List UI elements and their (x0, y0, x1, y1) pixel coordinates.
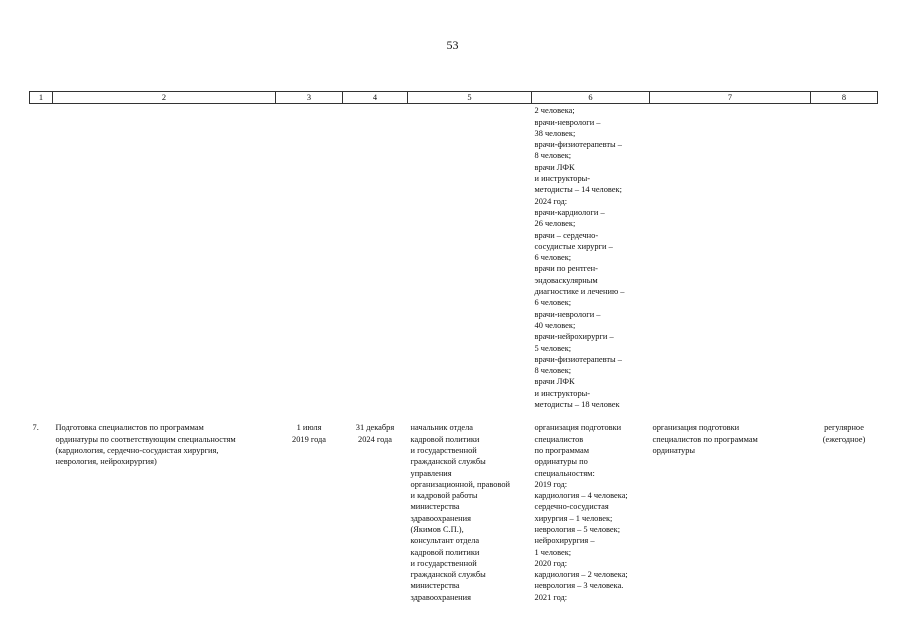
header-col-5: 5 (408, 92, 532, 104)
text-line: организация подготовки (652, 423, 740, 433)
cont-cell-3 (276, 104, 343, 411)
text-line: врачи по рентген- (534, 264, 598, 274)
indicator-cell (650, 410, 811, 603)
text-line: диагностике и лечению – (534, 287, 625, 297)
text-line: регулярное (824, 423, 864, 433)
text-line: неврология, нейрохирургия) (55, 457, 157, 467)
text-line: врачи-физиотерапевты – (534, 140, 622, 150)
text-line: методисты – 18 человек (534, 400, 620, 410)
text-line: 6 человек; (534, 253, 572, 263)
text-line: кардиология – 4 человека; (534, 491, 628, 501)
text-line: неврология – 3 человека. (534, 581, 624, 591)
text-line: гражданской службы (410, 457, 486, 467)
cont-cell-7 (650, 104, 811, 411)
cont-result-cell (532, 104, 650, 411)
text-line: здравоохранения (410, 592, 471, 602)
text-line: 2019 год: (534, 479, 568, 489)
text-line: и инструкторы- (534, 174, 591, 184)
text-line: врачи – сердечно- (534, 230, 599, 240)
text-line: по программам (534, 445, 590, 455)
cont-cell-1 (30, 104, 53, 411)
text-line: и инструкторы- (534, 388, 591, 398)
text-line: управления (410, 468, 452, 478)
text-line: 2020 год: (534, 558, 568, 568)
text-line: кардиология – 2 человека; (534, 570, 628, 580)
text-line: Подготовка специалистов по программам (55, 423, 204, 433)
text-line: 5 человек; (534, 343, 572, 353)
text-line: методисты – 14 человек; (534, 185, 622, 195)
text-line: врачи-физиотерапевты – (534, 354, 622, 364)
cont-cell-2 (53, 104, 276, 411)
header-col-3: 3 (276, 92, 343, 104)
text-line: специальностям: (534, 468, 595, 478)
text-line: 40 человек; (534, 320, 576, 330)
text-line: кадровой политики (410, 434, 480, 444)
result-cell (532, 410, 650, 603)
text-line: 2021 год: (534, 592, 568, 602)
text-line: ординатуры по соответствующим специальностям (55, 434, 236, 444)
text-line: ординатуры по (534, 457, 588, 467)
text-line: (ежегодное) (822, 434, 866, 444)
text-line: врачи-нейрохирурги – (534, 332, 614, 342)
row-number: 7. (32, 423, 39, 433)
text-line: 1 июля (296, 423, 322, 433)
header-col-7: 7 (650, 92, 811, 104)
plan-table (29, 91, 878, 603)
text-line: здравоохранения (410, 513, 471, 523)
start-date-cell (276, 410, 343, 603)
text-line: и кадровой работы (410, 491, 478, 501)
cont-cell-8 (811, 104, 878, 411)
text-line: и государственной (410, 445, 477, 455)
text-line: специалистов (534, 434, 584, 444)
text-line: 2019 года (292, 434, 326, 444)
cont-cell-4 (343, 104, 408, 411)
text-line: министерства (410, 581, 460, 591)
text-line: 8 человек; (534, 366, 572, 376)
text-line: 2024 года (358, 434, 392, 444)
text-line: нейрохирургия – (534, 536, 595, 546)
header-col-8: 8 (811, 92, 878, 104)
activity-name-cell (53, 410, 276, 603)
periodicity-cell (811, 410, 878, 603)
page-number: 53 (446, 38, 459, 52)
text-line: (кардиология, сердечно-сосудистая хирургия, (55, 445, 219, 455)
text-line: 6 человек; (534, 298, 572, 308)
text-line: ординатуры (652, 445, 696, 455)
text-line: 2024 год: (534, 196, 568, 206)
header-col-6: 6 (532, 92, 650, 104)
text-line: 26 человек; (534, 219, 576, 229)
text-line: врачи-неврологи – (534, 309, 601, 319)
text-line: врачи-неврологи – (534, 117, 601, 127)
text-line: (Якимов С.П.), (410, 524, 464, 534)
cont-cell-5 (408, 104, 532, 411)
text-line: хирургия – 1 человек; (534, 513, 613, 523)
text-line: 38 человек; (534, 128, 576, 138)
text-line: организационной, правовой (410, 479, 511, 489)
header-col-1: 1 (30, 92, 53, 104)
text-line: начальник отдела (410, 423, 473, 433)
text-line: специалистов по программам (652, 434, 758, 444)
text-line: эндоваскулярным (534, 275, 598, 285)
text-line: врачи-кардиологи – (534, 207, 605, 217)
text-line: сосудистые хирурги – (534, 241, 613, 251)
text-line: министерства (410, 502, 460, 512)
text-line: кадровой политики (410, 547, 480, 557)
text-line: и государственной (410, 558, 477, 568)
text-line: 2 человека; (534, 106, 575, 116)
column-number-header-row (30, 92, 878, 104)
continuation-row (30, 104, 878, 411)
header-col-4: 4 (343, 92, 408, 104)
text-line: организация подготовки (534, 423, 622, 433)
text-line: 31 декабря (355, 423, 395, 433)
text-line: 8 человек; (534, 151, 572, 161)
header-col-2: 2 (53, 92, 276, 104)
text-line: консультант отдела (410, 536, 480, 546)
text-line: гражданской службы (410, 570, 486, 580)
text-line: сердечно-сосудистая (534, 502, 609, 512)
text-line: врачи ЛФК (534, 162, 575, 172)
end-date-cell (343, 410, 408, 603)
responsible-cell (408, 410, 532, 603)
text-line: врачи ЛФК (534, 377, 575, 387)
text-line: 1 человек; (534, 547, 572, 557)
text-line: неврология – 5 человек; (534, 524, 621, 534)
table-row-7 (30, 410, 878, 603)
